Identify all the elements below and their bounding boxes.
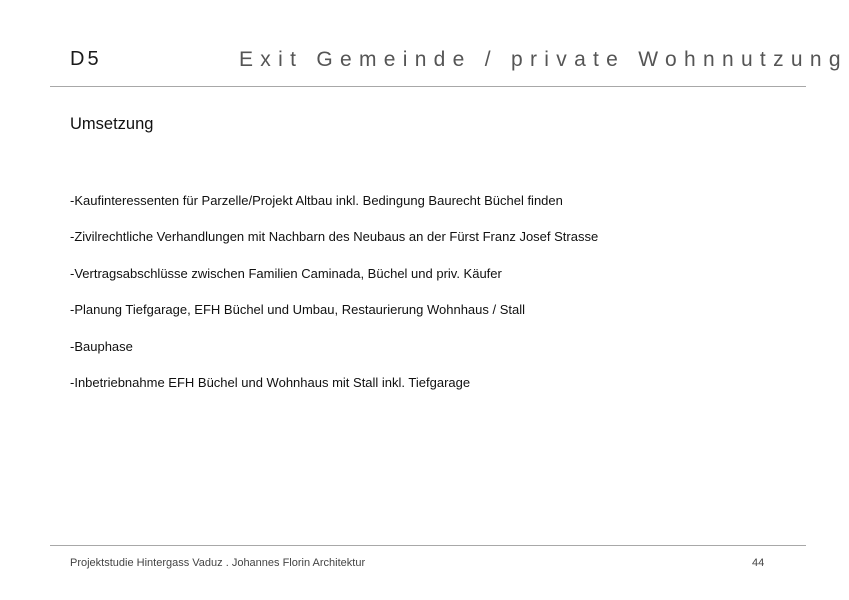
list-item: -Vertragsabschlüsse zwischen Familien Caminada, Büchel und priv. Käufer [70, 265, 502, 281]
list-item: -Zivilrechtliche Verhandlungen mit Nachbarn des Neubaus an der Fürst Franz Josef Strasse [70, 229, 599, 245]
list-item: -Kaufinteressenten für Parzelle/Projekt Altbau inkl. Bedingung Baurecht Büchel finden [70, 193, 563, 208]
slide-code: D5 [70, 48, 102, 70]
footer-text: Projektstudie Hintergass Vaduz . Johannes Florin Architektur [70, 557, 366, 569]
footer-divider [50, 545, 806, 546]
slide-title: Exit Gemeinde / private Wohnnutzung [239, 48, 848, 71]
list-item: -Bauphase [70, 338, 133, 354]
header-divider [50, 86, 806, 87]
page-number: 44 [752, 557, 765, 569]
section-heading: Umsetzung [70, 115, 154, 133]
list-item: -Planung Tiefgarage, EFH Büchel und Umbau, Restaurierung Wohnhaus / Stall [70, 302, 526, 318]
list-item: -Inbetriebnahme EFH Büchel und Wohnhaus mit Stall inkl. Tiefgarage [70, 374, 471, 390]
implementation-list [70, 192, 598, 410]
